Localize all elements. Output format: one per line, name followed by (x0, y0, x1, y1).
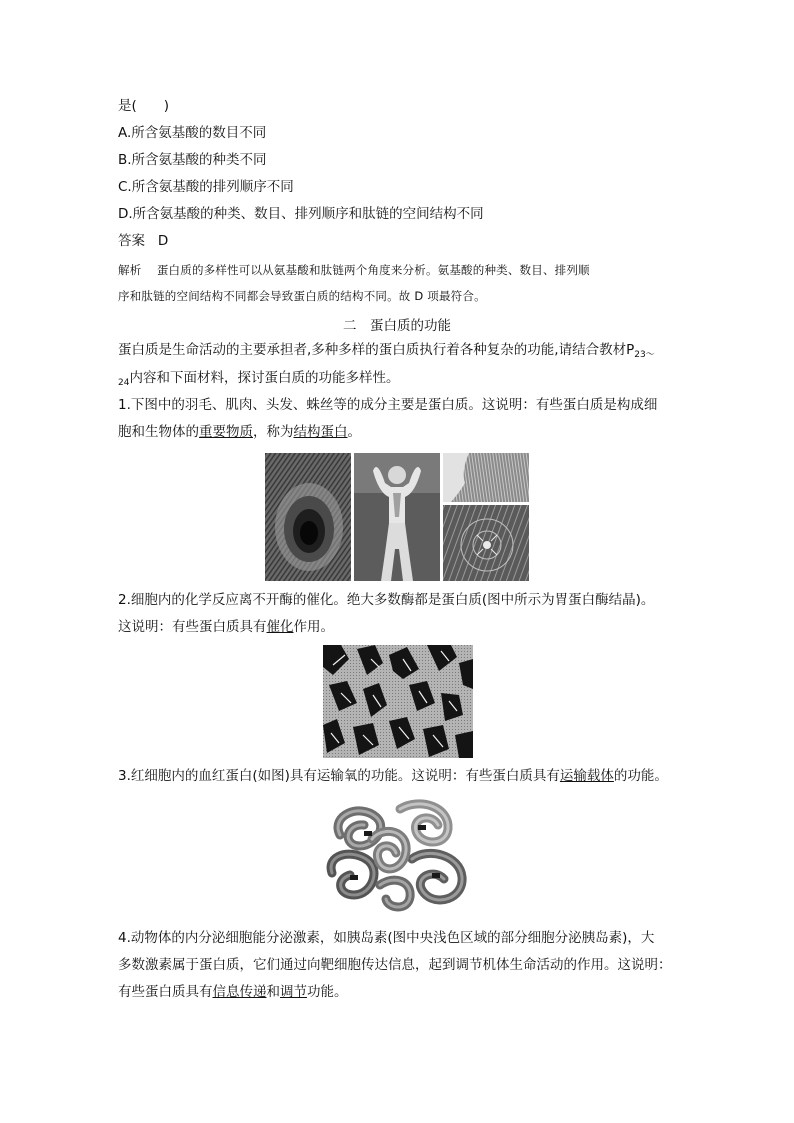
analysis-label: 解析 (118, 263, 142, 277)
option-d: D.所含氨基酸的种类、数目、排列顺序和肽链的空间结构不同 (118, 206, 484, 222)
intro-line-1 (118, 341, 655, 364)
option-b: B.所含氨基酸的种类不同 (118, 152, 267, 168)
option-c: C.所含氨基酸的排列顺序不同 (118, 179, 294, 195)
intro-page-sub-2: 24 (118, 378, 130, 388)
item1-text-b: ，称为 (253, 424, 294, 440)
answer-value: D (157, 233, 169, 249)
pepsin-crystal-image (323, 645, 473, 758)
analysis-text-1: 蛋白质的多样性可以从氨基酸和肽链两个角度来分析。氨基酸的种类、数目、排列顺 (156, 263, 590, 277)
item3-text-b: 的功能。 (613, 768, 668, 784)
section-title: 二 蛋白质的功能 (343, 318, 451, 334)
item4-line-2: 多数激素属于蛋白质，它们通过向靶细胞传达信息，起到调节机体生命活动的作用。这说明： (118, 957, 672, 973)
item4-text-b: 和 (266, 984, 280, 1000)
hemoglobin-image (320, 795, 472, 913)
structural-protein-figure (265, 453, 529, 581)
item1-answer-important-material: 重要物质 (199, 424, 253, 440)
item3-answer-transport-carrier: 运输载体 (559, 768, 614, 784)
item1-text-a: 胞和生物体的 (118, 424, 199, 440)
item3-text-a: 3.红细胞内的血红蛋白(如图)具有运输氧的功能。这说明：有些蛋白质具有 (118, 768, 560, 784)
intro-text-1: 蛋白质是生命活动的主要承担者,多种多样的蛋白质执行着各种复杂的功能,请结合教材P (118, 342, 635, 358)
question-stem-tail: 是( ) (118, 98, 170, 114)
intro-page-sub-1: 23～ (634, 350, 655, 360)
item4-answer-regulation: 调节 (280, 984, 307, 1000)
spider-silk-image (443, 505, 529, 581)
item1-text-c: 。 (347, 424, 361, 440)
item4-text-a: 有些蛋白质具有 (118, 984, 213, 1000)
feather-image (265, 453, 351, 581)
intro-line-2 (118, 369, 399, 392)
item4-line-1: 4.动物体的内分泌细胞能分泌激素，如胰岛素(图中央浅色区域的部分细胞分泌胰岛素)，大 (118, 930, 655, 946)
answer-row (118, 232, 168, 250)
item2-text-a: 这说明：有些蛋白质具有 (118, 619, 267, 635)
item2-answer-catalysis: 催化 (266, 619, 294, 635)
item2-line-2 (118, 618, 334, 636)
answer-label: 答案 (118, 233, 145, 249)
analysis-row-1 (118, 261, 590, 279)
hair-image (443, 453, 529, 502)
item4-text-c: 功能。 (307, 984, 348, 1000)
item2-line-1: 2.细胞内的化学反应离不开酶的催化。绝大多数酶都是蛋白质(图中所示为胃蛋白酶结晶)。 (118, 592, 655, 608)
item1-line-1: 1.下图中的羽毛、肌肉、头发、蛛丝等的成分主要是蛋白质。这说明：有些蛋白质是构成细 (118, 397, 658, 413)
analysis-text-2: 序和肽链的空间结构不同都会导致蛋白质的结构不同。故 D 项最符合。 (118, 289, 486, 303)
item1-line-2 (118, 423, 361, 441)
option-a: A.所含氨基酸的数目不同 (118, 125, 267, 141)
item4-answer-information-transfer: 信息传递 (212, 984, 267, 1000)
muscle-image (354, 453, 440, 581)
intro-text-2: 内容和下面材料，探讨蛋白质的功能多样性。 (129, 370, 400, 386)
item1-answer-structural-protein: 结构蛋白 (293, 424, 348, 440)
item3-line (118, 767, 668, 785)
item4-line-3 (118, 983, 348, 1001)
item2-text-b: 作用。 (293, 619, 334, 635)
